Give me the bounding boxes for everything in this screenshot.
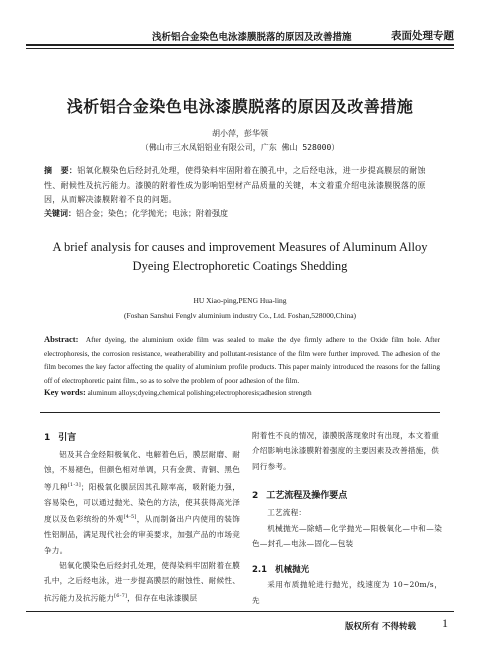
intro-p1-text-c: ，从而制备出户内使用的装饰性铝制品，满足现代社会的审美要求，加强产品的市场竞争力。 (44, 514, 241, 555)
intro-paragraph-2 (44, 558, 240, 606)
abstract-en (44, 333, 440, 388)
intro-p2-text-b: ，但存在电泳漆膜层 (127, 593, 198, 603)
section-1-title: 引言 (58, 433, 77, 443)
keywords-en-text: aluminum alloys;dyeing,chemical polishing;electrophoresis;adhesion strength (87, 389, 312, 397)
citation: [1-3] (67, 481, 81, 488)
section-1-number: 1 (44, 433, 51, 443)
intro-p1-text: 铝及其合金经阳极氧化、电解着色后，膜层耐磨、耐蚀，不易褪色，但颜色相对单调，只有金黄、青铜、黑色等几种 (44, 450, 240, 492)
section-2-1-title: 机械抛光 (275, 565, 310, 576)
page-number: 1 (442, 616, 448, 630)
affiliation-cn: （佛山市三水凤铝铝业有限公司，广东 佛山 528000） (140, 143, 340, 152)
copyright-notice: 版权所有 不得转载 (345, 622, 416, 632)
section-label: 表面处理专题 (391, 30, 454, 42)
affiliation-en: (Foshan Sanshui Fenglv aluminium industry Co., Ltd. Foshan,528000,China) (123, 311, 357, 320)
section-2-1-number: 2.1 (252, 565, 268, 576)
authors-en: HU Xiao-ping,PENG Hua-ling (193, 296, 287, 305)
abstract-cn (44, 164, 440, 208)
citation: [6-7] (114, 592, 128, 599)
footer-rule (26, 611, 454, 612)
keywords-cn-label: 关键词： (44, 209, 76, 218)
intro-p2-text: 铝氧化膜染色后经封孔处理，使得染料牢固附着在膜孔中，之后经电泳，进一步提高膜层的耐蚀性、耐候性、抗污能力及抗污能力 (44, 560, 240, 603)
paper-title-cn: 浅析铝合金染色电泳漆膜脱落的原因及改善措施 (66, 97, 414, 116)
keywords-cn (44, 208, 440, 219)
intro-p1-text-b: ；阳极氧化膜层因其孔隙率高，吸附能力强，容易染色，可以通过抛光、染色的方法，使其获得高光泽度以及色彩缤纷的外观 (44, 482, 240, 524)
running-title: 浅析铝合金染色电泳漆膜脱落的原因及改善措施 (152, 32, 352, 43)
section-1-heading (44, 430, 240, 443)
abstract-divider (40, 412, 440, 413)
section-2-heading (252, 488, 442, 501)
keywords-en (44, 387, 440, 397)
keywords-en-label: Key words: (44, 387, 86, 397)
left-column (44, 430, 240, 606)
intro-paragraph-1 (44, 447, 240, 558)
keywords-cn-text: 铝合金；染色；化学抛光；电泳；附着强度 (76, 209, 228, 218)
process-flow: 机械抛光—除蜡—化学抛光—阳极氧化—中和—染色—封孔—电泳—固化—包装 (252, 523, 442, 549)
section-2-title: 工艺流程及操作要点 (266, 491, 348, 502)
header-rule (26, 44, 454, 46)
abstract-cn-label: 摘 要： (44, 166, 78, 175)
abstract-cn-text: 铝氧化膜染色后经封孔处理，使得染料牢固附着在膜孔中，之后经电泳，进一步提高膜层的耐蚀性、耐候性及抗污能力。漆膜的附着性成为影响铝型材产品质量的关键，本文着重介绍电泳漆膜脱落的原因，从而解决漆膜附着不良的问题。 (44, 166, 426, 204)
abstract-en-text: After dyeing, the aluminium oxide film was sealed to make the dye firmly adhere to the Oxide film hole. After electrophoresis, the corrosion resistance, weatherability and pollutant-resistance of the film were further improved. The adhesion of the film becomes the key factor affecting the quality of aluminium profile products. This paper mainly introduced the reasons for the falling off of electrophoretic paint film., so as to solve the problem of poor adhesion of the film. (44, 336, 440, 385)
citation: [4-5] (123, 514, 137, 521)
section-2-1-text: 采用布质抛轮进行抛光，线速度为 10~20m/s，先 (252, 580, 442, 605)
authors-cn: 胡小萍，彭华领 (212, 129, 268, 138)
section-2-number: 2 (252, 491, 259, 502)
intro-continuation: 附着性不良的情况，漆膜脱落现象时有出现，本文着重介绍影响电泳漆膜附着强度的主要因素及改善措施，供同行参考。 (252, 431, 440, 471)
section-2-1-heading (252, 563, 442, 575)
header-rule-thin (26, 48, 454, 49)
abstract-en-label: Abstract: (44, 334, 79, 344)
process-flow-label: 工艺流程： (267, 508, 307, 518)
right-column (252, 428, 442, 608)
paper-title-en: A brief analysis for causes and improvement Measures of Aluminum Alloy Dyeing Electrophoretic Coatings Shedding (52, 240, 428, 273)
